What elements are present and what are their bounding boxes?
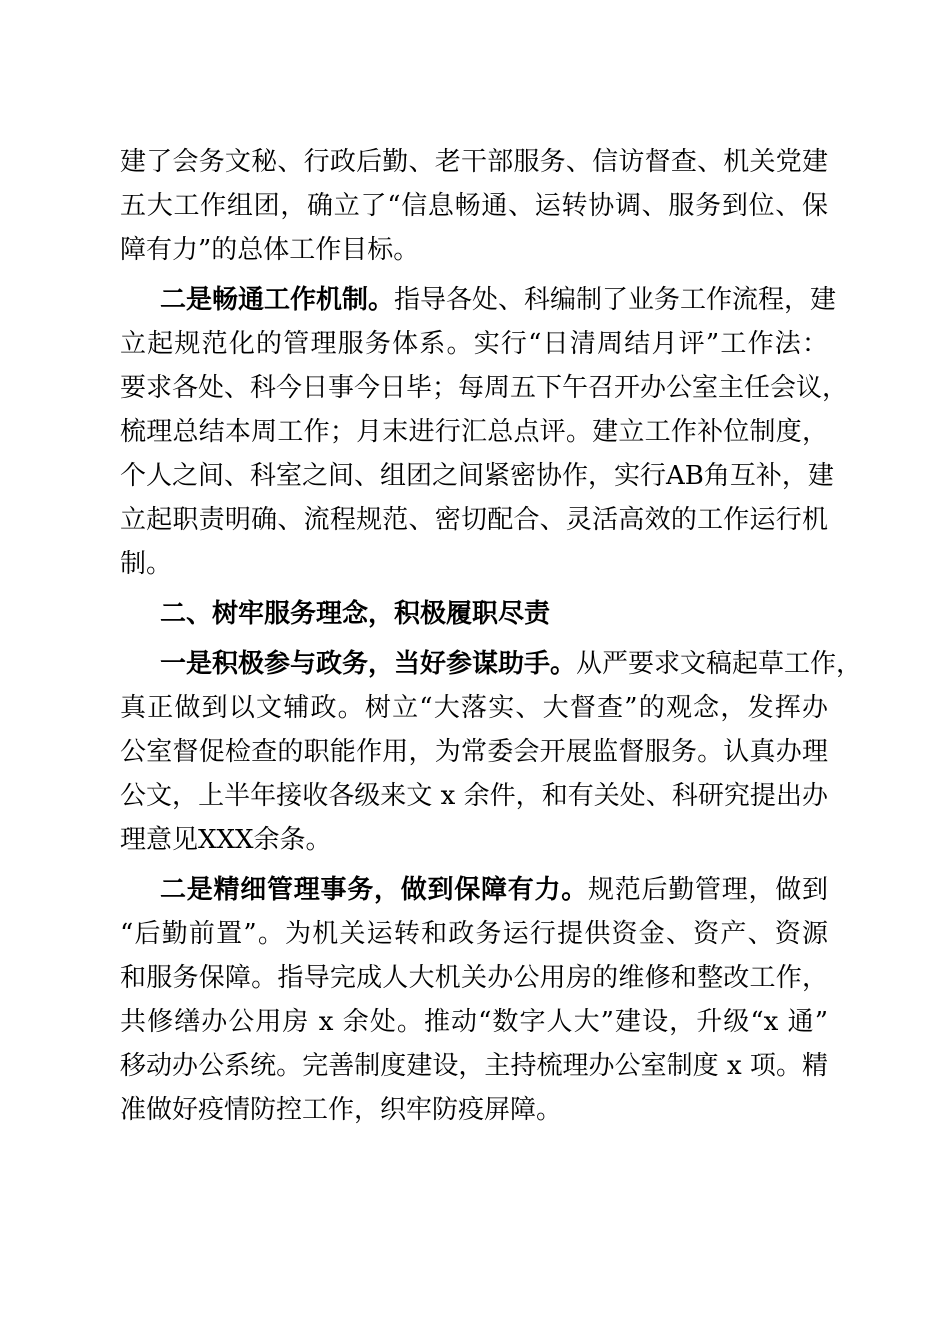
text-line: 个人之间、科室之间、组团之间紧密协作，实行AB角互补，建 bbox=[120, 461, 834, 491]
text-line: 真正做到以文辅政。树立“大落实、大督查”的观念，发挥办 bbox=[120, 693, 828, 723]
text-line: 立起规范化的管理服务体系。实行“日清周结月评”工作法： bbox=[120, 329, 828, 359]
paragraph-lead: 一是积极参与政务，当好参谋助手。 bbox=[160, 649, 577, 679]
text-line: 要求各处、科今日事今日毕；每周五下午召开办公室主任会议， bbox=[120, 373, 849, 403]
text-line: 制。 bbox=[120, 549, 173, 579]
section-heading: 二、树牢服务理念，积极履职尽责 bbox=[160, 599, 551, 629]
text-line: 建了会务文秘、行政后勤、老干部服务、信访督查、机关党建 bbox=[120, 147, 828, 177]
text-line: 公文，上半年接收各级来文 x 余件，和有关处、科研究提出办 bbox=[120, 781, 828, 811]
paragraph-1 bbox=[120, 140, 840, 272]
text-line: 和服务保障。指导完成人大机关办公用房的维修和整改工作， bbox=[120, 963, 828, 993]
text-line: 二是畅通工作机制。指导各处、科编制了业务工作流程，建 bbox=[160, 285, 837, 315]
text-line: 公室督促检查的职能作用，为常委会开展监督服务。认真办理 bbox=[120, 737, 828, 767]
text-line: “后勤前置”。为机关运转和政务运行提供资金、资产、资源 bbox=[120, 919, 828, 949]
text-line: 五大工作组团，确立了“信息畅通、运转协调、服务到位、保 bbox=[120, 191, 828, 221]
document-page bbox=[120, 140, 863, 1132]
text-line: 理意见XXX余条。 bbox=[120, 825, 332, 855]
text-line: 一是积极参与政务，当好参谋助手。从严要求文稿起草工作， bbox=[160, 649, 863, 679]
paragraph-4 bbox=[120, 868, 840, 1132]
text-line: 立起职责明确、流程规范、密切配合、灵活高效的工作运行机 bbox=[120, 505, 828, 535]
paragraph-2 bbox=[120, 278, 849, 586]
text-line: 准做好疫情防控工作，织牢防疫屏障。 bbox=[120, 1095, 563, 1125]
paragraph-lead: 二是畅通工作机制。 bbox=[160, 285, 395, 315]
paragraph-lead: 二是精细管理事务，做到保障有力。 bbox=[160, 875, 588, 905]
paragraph-3 bbox=[120, 642, 863, 862]
text-line: 共修缮办公用房 x 余处。推动“数字人大”建设，升级“x 通” bbox=[120, 1007, 828, 1037]
text-line: 二是精细管理事务，做到保障有力。规范后勤管理，做到 bbox=[160, 875, 828, 905]
text-line: 障有力”的总体工作目标。 bbox=[120, 235, 420, 265]
text-line: 梳理总结本周工作；月末进行汇总点评。建立工作补位制度， bbox=[120, 417, 828, 447]
text-line: 移动办公系统。完善制度建设，主持梳理办公室制度 x 项。精 bbox=[120, 1051, 828, 1081]
